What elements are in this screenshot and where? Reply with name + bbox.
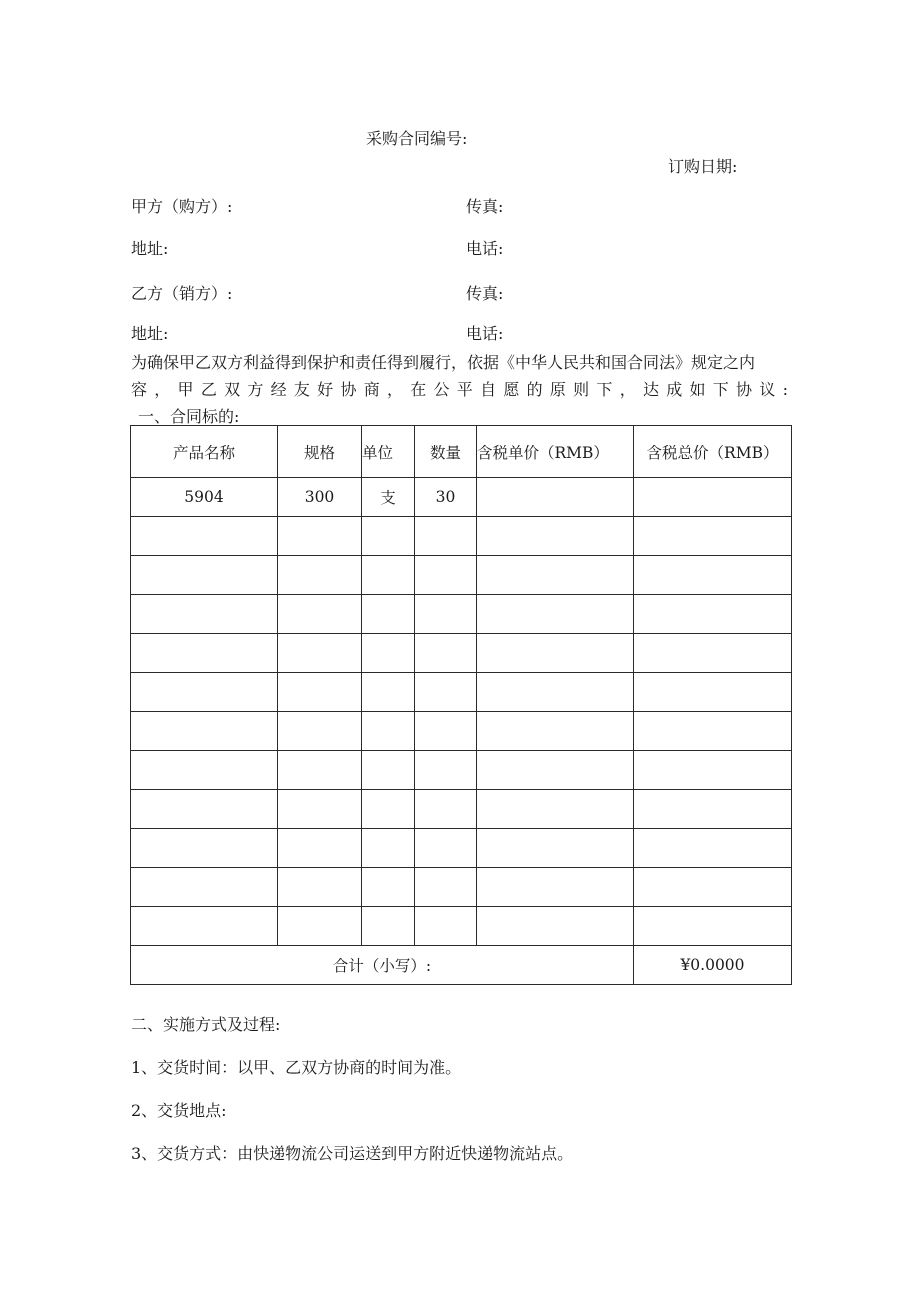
table-cell <box>278 790 362 829</box>
table-cell <box>634 907 792 946</box>
table-cell <box>278 595 362 634</box>
total-label: 合计（小写）: <box>131 946 634 985</box>
table-cell <box>634 517 792 556</box>
table-cell <box>131 829 278 868</box>
table-cell <box>634 868 792 907</box>
party-a-fax-label: 传真: <box>466 197 504 216</box>
table-cell <box>477 517 634 556</box>
table-cell <box>634 829 792 868</box>
table-cell <box>634 478 792 517</box>
table-cell <box>131 907 278 946</box>
table-cell: 5904 <box>131 478 278 517</box>
table-cell <box>362 556 415 595</box>
table-cell <box>362 790 415 829</box>
section-1-title: 一、合同标的: <box>138 407 240 426</box>
table-cell <box>362 829 415 868</box>
column-header: 含税总价（RMB） <box>634 426 792 478</box>
table-cell <box>362 517 415 556</box>
table-cell <box>477 712 634 751</box>
total-value: ¥0.0000 <box>634 946 792 985</box>
table-cell <box>415 712 477 751</box>
table-cell <box>131 868 278 907</box>
delivery-method-item: 3、交货方式：由快递物流公司运送到甲方附近快递物流站点。 <box>131 1144 574 1163</box>
table-row <box>131 907 792 946</box>
table-cell <box>131 556 278 595</box>
table-row <box>131 790 792 829</box>
table-cell <box>477 478 634 517</box>
table-cell <box>362 595 415 634</box>
table-cell <box>634 790 792 829</box>
table-cell <box>278 829 362 868</box>
party-b-phone-label: 电话: <box>466 324 504 343</box>
table-cell <box>131 673 278 712</box>
table-cell <box>131 712 278 751</box>
table-cell <box>131 595 278 634</box>
table-cell <box>278 712 362 751</box>
table-cell <box>477 868 634 907</box>
table-cell <box>477 829 634 868</box>
table-total-row <box>131 946 792 985</box>
table-cell <box>362 868 415 907</box>
table-cell <box>362 712 415 751</box>
intro-paragraph-line-1: 为确保甲乙双方利益得到保护和责任得到履行，依据《中华人民共和国合同法》规定之内 <box>131 353 756 372</box>
table-cell <box>477 634 634 673</box>
table-cell <box>278 907 362 946</box>
table-header-row <box>131 426 792 478</box>
table-row <box>131 868 792 907</box>
table-cell <box>278 751 362 790</box>
delivery-time-item: 1、交货时间：以甲、乙双方协商的时间为准。 <box>131 1058 462 1077</box>
table-cell <box>362 907 415 946</box>
table-row <box>131 712 792 751</box>
table-cell <box>415 751 477 790</box>
table-cell <box>477 751 634 790</box>
table-cell <box>131 790 278 829</box>
table-row <box>131 595 792 634</box>
column-header: 规格 <box>278 426 362 478</box>
table-cell <box>415 868 477 907</box>
table-cell <box>634 556 792 595</box>
table-cell <box>477 673 634 712</box>
section-2-title: 二、实施方式及过程: <box>131 1015 281 1034</box>
delivery-location-item: 2、交货地点: <box>131 1101 227 1120</box>
table-cell: 30 <box>415 478 477 517</box>
table-row <box>131 634 792 673</box>
party-a-phone-label: 电话: <box>466 239 504 258</box>
order-date-label: 订购日期: <box>668 157 738 176</box>
table-row <box>131 829 792 868</box>
contract-number-label: 采购合同编号: <box>366 129 468 148</box>
table-row <box>131 751 792 790</box>
table-cell <box>634 712 792 751</box>
table-cell <box>477 907 634 946</box>
table-cell <box>634 673 792 712</box>
column-header: 数量 <box>415 426 477 478</box>
table-cell <box>278 868 362 907</box>
party-b-address-label: 地址: <box>131 324 169 343</box>
column-header: 含税单价（RMB） <box>477 426 634 478</box>
table-cell <box>415 634 477 673</box>
table-cell <box>634 595 792 634</box>
table-cell <box>477 556 634 595</box>
party-a-name-label: 甲方（购方）: <box>131 197 233 216</box>
table-cell <box>477 595 634 634</box>
table-row <box>131 673 792 712</box>
party-b-fax-label: 传真: <box>466 284 504 303</box>
column-header: 单位 <box>362 426 415 478</box>
table-row <box>131 556 792 595</box>
table-cell <box>634 751 792 790</box>
table-cell <box>131 751 278 790</box>
table-cell <box>477 790 634 829</box>
table-cell <box>415 595 477 634</box>
table-cell <box>278 517 362 556</box>
table-cell <box>415 829 477 868</box>
party-a-address-label: 地址: <box>131 239 169 258</box>
table-row <box>131 517 792 556</box>
table-cell <box>278 634 362 673</box>
table-cell <box>415 790 477 829</box>
party-b-name-label: 乙方（销方）: <box>131 284 233 303</box>
goods-table <box>130 425 792 985</box>
table-cell <box>278 556 362 595</box>
intro-paragraph-line-2: 容，甲乙双方经友好协商，在公平自愿的原则下，达成如下协议: <box>131 380 788 399</box>
column-header: 产品名称 <box>131 426 278 478</box>
table-cell <box>278 673 362 712</box>
table-cell <box>415 517 477 556</box>
table-cell: 300 <box>278 478 362 517</box>
table-cell <box>634 634 792 673</box>
table-cell <box>415 907 477 946</box>
table-cell <box>362 673 415 712</box>
table-cell <box>362 634 415 673</box>
table-cell <box>362 751 415 790</box>
table-cell: 支 <box>362 478 415 517</box>
table-cell <box>131 517 278 556</box>
table-cell <box>131 634 278 673</box>
table-cell <box>415 556 477 595</box>
table-cell <box>415 673 477 712</box>
table-row <box>131 478 792 517</box>
